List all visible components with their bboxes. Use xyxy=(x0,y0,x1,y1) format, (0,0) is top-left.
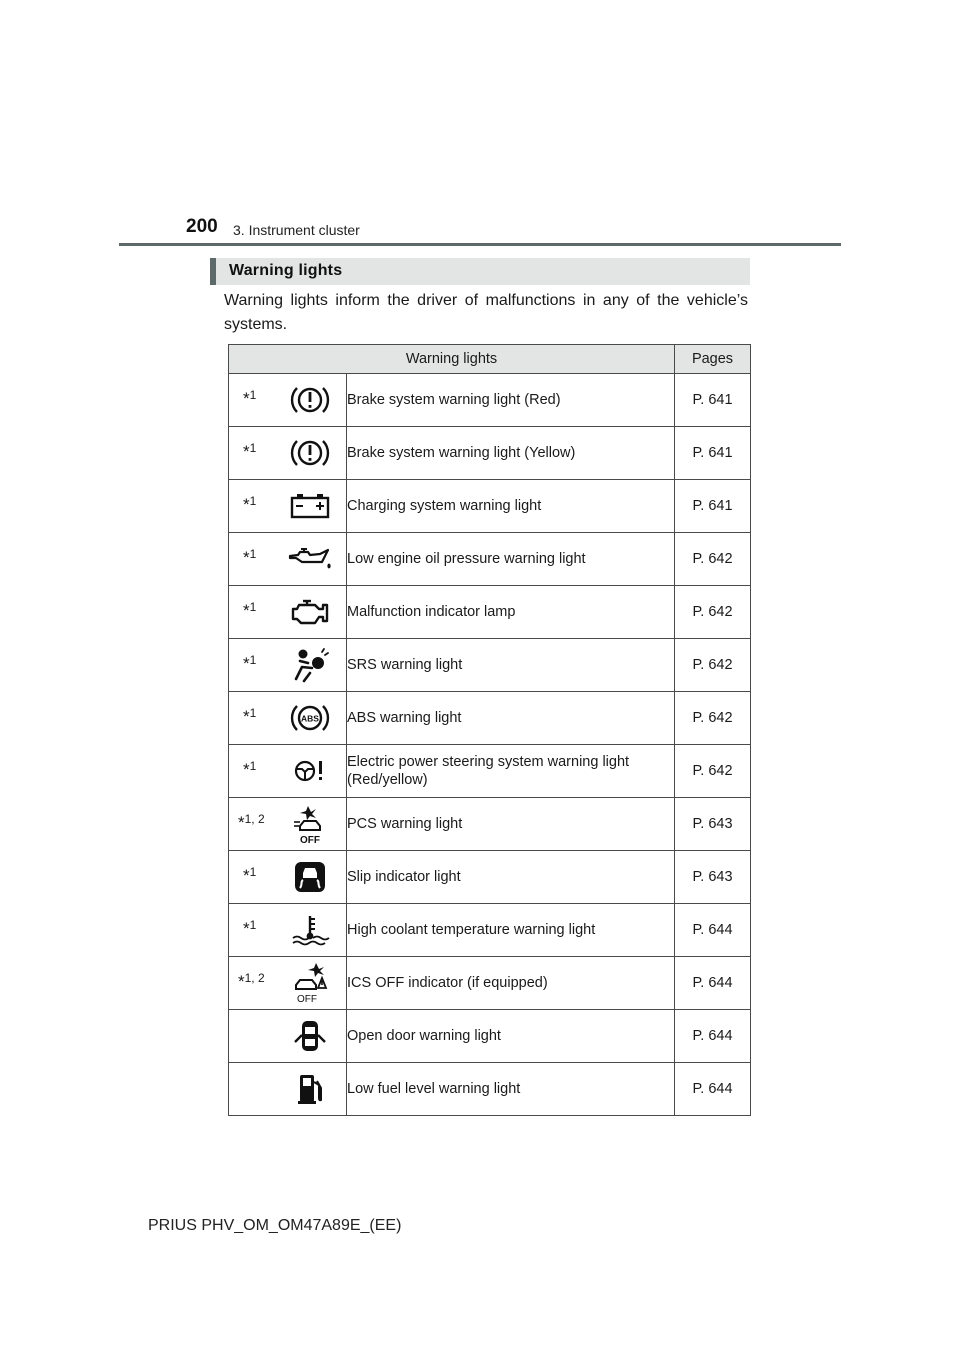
asterisk-icon: * xyxy=(243,866,250,885)
asterisk-icon: * xyxy=(243,442,250,461)
footnote-number: 1 xyxy=(249,865,257,879)
page-reference: P. 642 xyxy=(675,692,751,745)
footnote-number: 1 xyxy=(249,706,257,720)
warning-light-description: Brake system warning light (Red) xyxy=(347,374,675,427)
warning-light-description: High coolant temperature warning light xyxy=(347,904,675,957)
warning-light-description: ABS warning light xyxy=(347,692,675,745)
table-row xyxy=(229,374,751,427)
table-row xyxy=(229,957,751,1010)
page-reference: P. 644 xyxy=(675,1063,751,1116)
intro-paragraph: Warning lights inform the driver of malfunctions in any of the vehicle’s systems. xyxy=(224,292,748,333)
footnote-cell xyxy=(229,480,275,533)
asterisk-icon: * xyxy=(243,654,250,673)
warning-light-description: Malfunction indicator lamp xyxy=(347,586,675,639)
footnote-number: 1, 2 xyxy=(244,812,265,826)
asterisk-icon: * xyxy=(243,760,250,779)
table-row xyxy=(229,851,751,904)
battery-icon xyxy=(275,480,347,533)
asterisk-icon: * xyxy=(243,548,250,567)
footnote-cell xyxy=(229,374,275,427)
warning-light-description: Charging system warning light xyxy=(347,480,675,533)
brake-system-icon xyxy=(275,374,347,427)
page-reference: P. 643 xyxy=(675,851,751,904)
footnote-cell xyxy=(229,957,275,1010)
footnote-marker xyxy=(243,706,256,727)
warning-light-description: Brake system warning light (Yellow) xyxy=(347,427,675,480)
footnote-number: 1 xyxy=(249,653,257,667)
warning-light-description: Low engine oil pressure warning light xyxy=(347,533,675,586)
warning-light-description: Electric power steering system warning light (Red/yellow) xyxy=(347,745,675,798)
table-row xyxy=(229,639,751,692)
page-reference: P. 644 xyxy=(675,957,751,1010)
footnote-cell xyxy=(229,533,275,586)
asterisk-icon: * xyxy=(243,495,250,514)
table-row xyxy=(229,586,751,639)
footnote-marker xyxy=(243,918,256,939)
footnote-cell xyxy=(229,427,275,480)
footnote-cell xyxy=(229,1010,275,1063)
footnote-number: 1 xyxy=(249,547,257,561)
table-row xyxy=(229,533,751,586)
page-reference: P. 642 xyxy=(675,639,751,692)
table-row xyxy=(229,427,751,480)
page-reference: P. 643 xyxy=(675,798,751,851)
asterisk-icon: * xyxy=(238,972,245,991)
footnote-number: 1, 2 xyxy=(244,971,265,985)
footnote-number: 1 xyxy=(249,494,257,508)
footnote-cell xyxy=(229,639,275,692)
footnote-cell xyxy=(229,1063,275,1116)
table-row xyxy=(229,480,751,533)
footnote-marker xyxy=(243,653,256,674)
footnote-number: 1 xyxy=(249,388,257,402)
running-title: 3. Instrument cluster xyxy=(233,222,360,238)
table-header-row xyxy=(229,345,751,374)
section-heading-bar xyxy=(210,258,750,285)
footnote-marker xyxy=(243,494,256,515)
ics-off-label: OFF xyxy=(297,994,318,1005)
header-rule xyxy=(119,243,841,246)
page-reference: P. 642 xyxy=(675,745,751,798)
asterisk-icon: * xyxy=(243,707,250,726)
footnote-marker xyxy=(243,600,256,621)
footnote-cell xyxy=(229,904,275,957)
pcs-off-label: OFF xyxy=(300,835,321,846)
steering-wheel-icon xyxy=(275,745,347,798)
table-row xyxy=(229,904,751,957)
table-row xyxy=(229,745,751,798)
footnote-cell xyxy=(229,851,275,904)
warning-light-description: PCS warning light xyxy=(347,798,675,851)
page-reference: P. 641 xyxy=(675,374,751,427)
page-reference: P. 641 xyxy=(675,427,751,480)
asterisk-icon: * xyxy=(243,919,250,938)
oil-can-icon xyxy=(275,533,347,586)
abs-icon xyxy=(275,692,347,745)
page-number: 200 xyxy=(186,216,218,237)
header-warning-lights: Warning lights xyxy=(229,345,675,374)
table-row xyxy=(229,1010,751,1063)
footnote-marker xyxy=(238,971,265,992)
footnote-marker xyxy=(243,388,256,409)
page-reference: P. 644 xyxy=(675,1010,751,1063)
warning-light-description: SRS warning light xyxy=(347,639,675,692)
warning-lights-table xyxy=(228,344,751,1116)
footnote-marker xyxy=(243,547,256,568)
table-row xyxy=(229,1063,751,1116)
engine-icon xyxy=(275,586,347,639)
page-reference: P. 644 xyxy=(675,904,751,957)
warning-light-description: Low fuel level warning light xyxy=(347,1063,675,1116)
slip-icon xyxy=(275,851,347,904)
header-pages: Pages xyxy=(675,345,751,374)
footnote-marker xyxy=(238,812,265,833)
ics-off-icon xyxy=(275,957,347,1010)
section-title: Warning lights xyxy=(229,262,343,279)
table-row xyxy=(229,692,751,745)
footnote-number: 1 xyxy=(249,918,257,932)
asterisk-icon: * xyxy=(243,601,250,620)
footer-document-code: PRIUS PHV_OM_OM47A89E_(EE) xyxy=(148,1217,402,1234)
pcs-off-icon xyxy=(275,798,347,851)
warning-light-description: ICS OFF indicator (if equipped) xyxy=(347,957,675,1010)
footnote-number: 1 xyxy=(249,759,257,773)
abs-icon-label: ABS xyxy=(301,713,320,724)
fuel-pump-icon xyxy=(275,1063,347,1116)
warning-light-description: Open door warning light xyxy=(347,1010,675,1063)
brake-system-icon xyxy=(275,427,347,480)
airbag-icon xyxy=(275,639,347,692)
page-reference: P. 642 xyxy=(675,586,751,639)
footnote-number: 1 xyxy=(249,441,257,455)
footnote-cell xyxy=(229,586,275,639)
page-reference: P. 641 xyxy=(675,480,751,533)
asterisk-icon: * xyxy=(238,813,245,832)
footnote-number: 1 xyxy=(249,600,257,614)
warning-light-description: Slip indicator light xyxy=(347,851,675,904)
page-reference: P. 642 xyxy=(675,533,751,586)
asterisk-icon: * xyxy=(243,389,250,408)
table-row xyxy=(229,798,751,851)
footnote-marker xyxy=(243,441,256,462)
open-door-icon xyxy=(275,1010,347,1063)
coolant-temp-icon xyxy=(275,904,347,957)
footnote-marker xyxy=(243,759,256,780)
footnote-cell xyxy=(229,745,275,798)
footnote-marker xyxy=(243,865,256,886)
footnote-cell xyxy=(229,798,275,851)
footnote-cell xyxy=(229,692,275,745)
